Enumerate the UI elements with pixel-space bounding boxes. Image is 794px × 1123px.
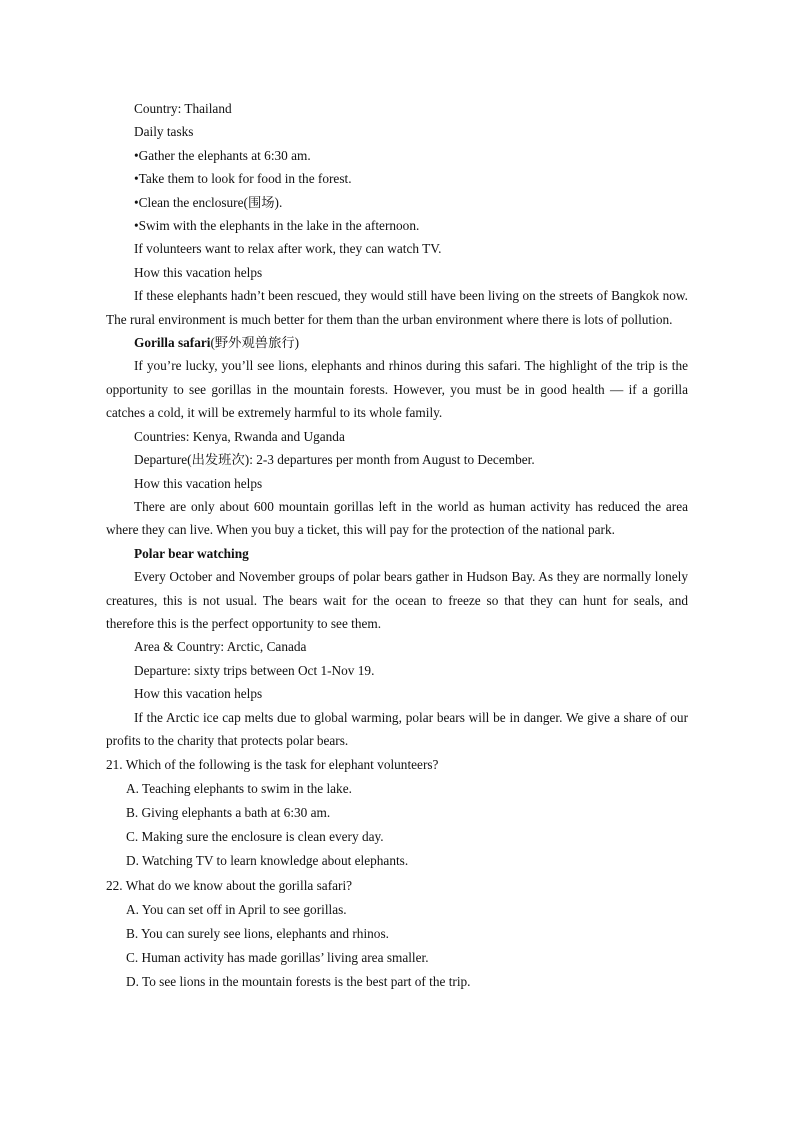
polar-title: Polar bear watching [134, 545, 249, 561]
gorilla-title: Gorilla safari [134, 335, 211, 351]
elephant-helps-heading: How this vacation helps [134, 264, 263, 280]
elephant-country: Country: Thailand [134, 101, 232, 116]
elephant-task-item: •Gather the elephants at 6:30 am. [134, 147, 311, 163]
question-21-option-d: D. Watching TV to learn knowledge about elephants. [126, 853, 409, 869]
polar-helps-text: If the Arctic ice cap melts due to global warming, polar bears will be in danger. We give a share of our profits to the charity that protects polar bears. [106, 709, 688, 748]
elephant-helps-text: If these elephants hadn’t been rescued, they would still have been living on the streets of Bangkok now. The rural environment is much better for them than the urban environment where there is lots of pollution. [106, 288, 688, 327]
gorilla-countries: Countries: Kenya, Rwanda and Uganda [134, 428, 345, 444]
polar-intro: Every October and November groups of polar bears gather in Hudson Bay. As they are normally lonely creatures, this is not usual. The bears wait for the ocean to freeze so that they can hunt for seals, and therefore this is the perfect opportunity to see them. [106, 569, 688, 631]
elephant-relax-note: If volunteers want to relax after work, they can watch TV. [134, 241, 442, 257]
gorilla-helps-text: There are only about 600 mountain gorillas left in the world as human activity has reduced the area where they can live. When you buy a ticket, this will pay for the protection of the national park. [106, 498, 688, 538]
elephant-task-item: •Take them to look for food in the forest. [134, 171, 352, 187]
document-body [106, 97, 688, 994]
polar-area: Area & Country: Arctic, Canada [134, 639, 307, 655]
elephant-daily-tasks-heading: Daily tasks [134, 124, 194, 140]
gorilla-intro: If you’re lucky, you’ll see lions, elephants and rhinos during this safari. The highlight of the trip is the opportunity to see gorillas in the mountain forests. However, you must be in good health — if a gorilla catches a cold, it will be extremely harmful to its whole family. [106, 358, 688, 421]
question-22: 22. What do we know about the gorilla safari? [106, 878, 353, 894]
polar-departure: Departure: sixty trips between Oct 1-Nov 19. [134, 662, 375, 678]
question-21: 21. Which of the following is the task for elephant volunteers? [106, 757, 439, 773]
question-21-option-b: B. Giving elephants a bath at 6:30 am. [126, 805, 331, 821]
question-22-option-d: D. To see lions in the mountain forests is the best part of the trip. [126, 974, 471, 990]
question-22-option-a: A. You can set off in April to see gorillas. [126, 902, 347, 918]
polar-helps-heading: How this vacation helps [134, 686, 263, 702]
question-22-option-b: B. You can surely see lions, elephants and rhinos. [126, 926, 389, 942]
gorilla-departure: Departure(出发班次): 2-3 departures per month from August to December. [134, 452, 535, 468]
elephant-task-item: •Swim with the elephants in the lake in the afternoon. [134, 218, 420, 234]
question-21-option-a: A. Teaching elephants to swim in the lake. [126, 781, 352, 797]
question-22-option-c: C. Human activity has made gorillas’ living area smaller. [126, 950, 429, 966]
gorilla-section-title [106, 331, 688, 354]
question-21-option-c: C. Making sure the enclosure is clean every day. [126, 829, 384, 845]
elephant-task-item: •Clean the enclosure(围场). [134, 194, 283, 210]
gorilla-title-cn: (野外观兽旅行) [210, 335, 300, 351]
gorilla-helps-heading: How this vacation helps [134, 475, 263, 491]
